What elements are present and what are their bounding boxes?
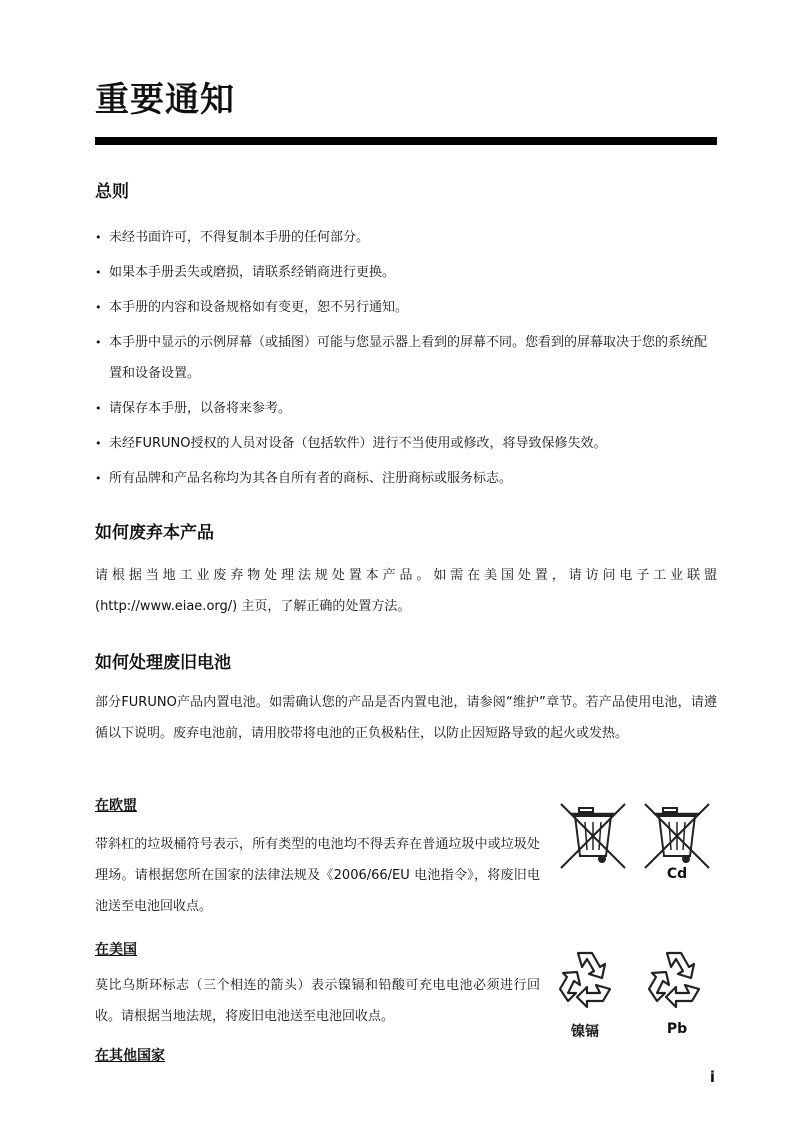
bullet-item: • 所有品牌和产品名称均为其各自所有者的商标、注册商标或服务标志。 xyxy=(95,463,717,494)
disposal-text: 请根据当地工业废弃物处理法规处置本产品。如需在美国处置，请访问电子工业联盟(http://www.eiae.org/) 主页，了解正确的处置方法。 xyxy=(95,568,717,614)
usa-text: 莫比乌斯环标志（三个相连的箭头）表示镍镉和铅酸可充电电池必须进行回收。请根据当地法规，将废旧电池送至电池回收点。 xyxy=(95,978,540,1024)
section-heading-disposal: 如何废弃本产品 xyxy=(95,523,214,543)
eu-text: 带斜杠的垃圾桶符号表示，所有类型的电池均不得丢弃在普通垃圾中或垃圾处理场。请根据您所在国家的法律法规及《2006/66/EU 电池指令》，将废旧电池送至电池回收点。 xyxy=(95,837,540,914)
crossed-bin-icon xyxy=(557,800,629,872)
bullet-item: • 本手册中显示的示例屏幕（或插图）可能与您显示器上看到的屏幕不同。您看到的屏幕取决于您的系统配置和设备设置。 xyxy=(95,327,717,389)
title-rule xyxy=(95,137,717,145)
page-number: i xyxy=(709,1068,715,1086)
page-title: 重要通知 xyxy=(95,80,235,120)
crossed-bin-cd-icon xyxy=(641,800,713,872)
bullet-item: • 本手册的内容和设备规格如有变更，恕不另行通知。 xyxy=(95,292,717,323)
cd-label: Cd xyxy=(666,866,688,882)
recycle-pb-icon xyxy=(641,945,707,1011)
general-bullet-list xyxy=(95,222,717,498)
ni-cd-label: 镍镉 xyxy=(571,1024,599,1040)
bullet-item: • 请保存本手册，以备将来参考。 xyxy=(95,393,717,424)
bullet-item: • 如果本手册丢失或磨损，请联系经销商进行更换。 xyxy=(95,257,717,288)
pb-label: Pb xyxy=(666,1021,688,1037)
battery-text: 部分FURUNO产品内置电池。如需确认您的产品是否内置电池，请参阅“维护”章节。若产品使用电池，请遵循以下说明。废弃电池前，请用胶带将电池的正负极粘住，以防止因短路导致的起火或发热。 xyxy=(95,695,717,741)
recycle-ni-cd-icon xyxy=(552,945,618,1011)
subheading-other-countries: 在其他国家 xyxy=(95,1048,165,1064)
subheading-usa: 在美国 xyxy=(95,942,137,958)
bullet-item: • 未经书面许可，不得复制本手册的任何部分。 xyxy=(95,222,717,253)
section-heading-general: 总则 xyxy=(95,182,129,202)
subheading-eu: 在欧盟 xyxy=(95,798,137,814)
bullet-item: • 未经FURUNO授权的人员对设备（包括软件）进行不当使用或修改，将导致保修失效。 xyxy=(95,428,717,459)
section-heading-battery: 如何处理废旧电池 xyxy=(95,653,231,673)
